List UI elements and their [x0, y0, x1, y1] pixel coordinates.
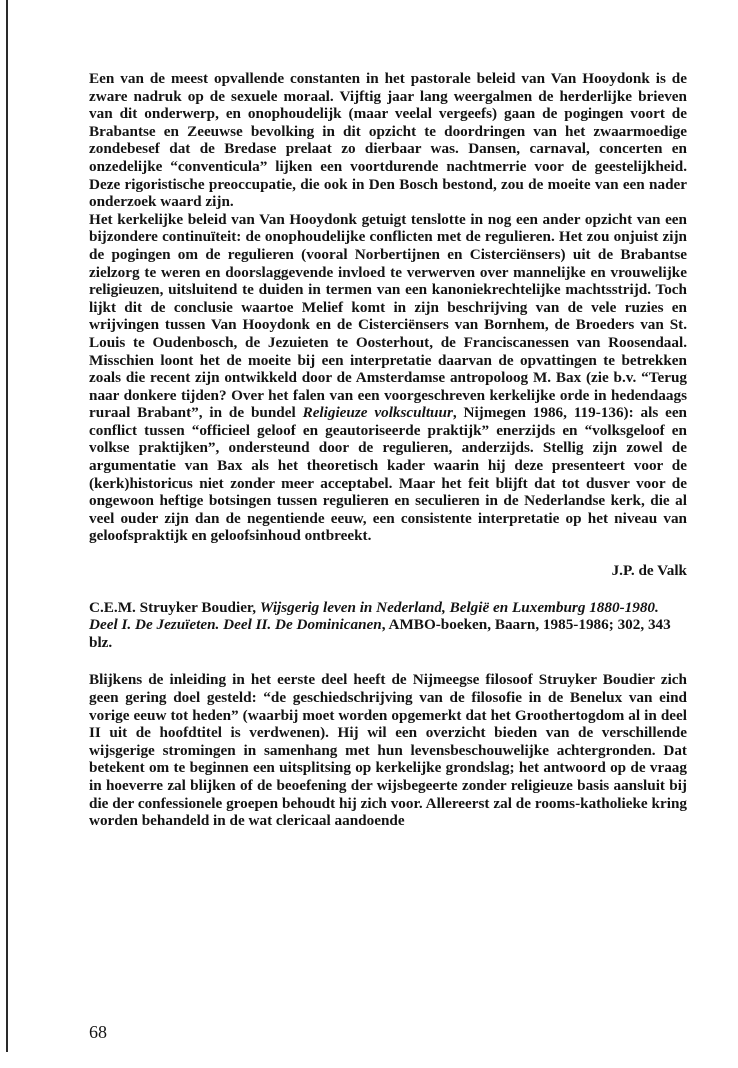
reviewer-signature: J.P. de Valk [611, 562, 687, 580]
citation-author: C.E.M. Struyker Boudier, [89, 598, 260, 616]
paragraph-sexual-morality: Een van de meest opvallende constanten in het pastorale beleid van Van Hooydonk is de zware nadruk op de sexuele moraal. Vijftig jaar lang weergalmen de herderlijke brieven van dit onderwerp, en onophoudelijk (maar veelal vergeefs) gaan de pogingen voort de Brabantse en Zeeuwse bevolking in dit opzicht te doordringen van het zwaarmoedige zondebesef dat de Bredase prelaat zo dierbaar was. Dansen, carnaval, concerten en onzedelijke “conventicula” lijken een voortdurende nachtmerrie voor de geestelijkheid. Deze rigoristische preoccupatie, die ook in Den Bosch bestond, zou de moeite van een nader onderzoek waard zijn. [89, 70, 687, 211]
citation-publisher: , AMBO-boeken, Baarn, 1985-1986; 302, 343 blz. [89, 616, 671, 651]
paragraph-regulars-conflict [89, 211, 687, 545]
book-citation [89, 599, 687, 652]
page-content [89, 70, 687, 830]
review-body: Blijkens de inleiding in het eerste deel heeft de Nijmeegse filosoof Struyker Boudier zich geen gering doel gesteld: “de geschiedschrijving van de filosofie in de Benelux van eind vorige eeuw tot heden” (waarbij moet worden opgemerkt dat het Groothertogdom al in deel II uit de hoofdtitel is verdwenen). Hij wil een overzicht bieden van de verschillende wijsgerige stromingen in samenhang met hun levensbeschouwelijke achtergronden. Dat betekent om te beginnen een uitsplitsing op kerkelijke grondslag; het antwoord op de vraag in hoeverre zal blijken of de beoefening der wijsbegeerte zonder religieuze basis aansluit bij die der confessionele groepen behoudt hij zich voor. Allereerst zal de rooms-katholieke kring worden behandeld in de wat clericaal aandoende [89, 671, 687, 830]
paragraph-regulars-lead: Het kerkelijke beleid van Van Hooydonk getuigt tenslotte in nog een ander opzicht van een bijzondere continuïteit: de onophoudelijke conflicten met de regulieren. Het zou onjuist zijn de pogingen om de regulieren (vooral Norbertijnen en Cisterciënsers) uit de Brabantse zielzorg te weren en doorslaggevende invloed te verwerven over mannelijke en vrouwelijke religieuzen, uitsluitend te duiden in termen van een kanoniekrechtelijke machtsstrijd. Toch lijkt dit de conclusie waartoe Melief komt in zijn beschrijving van de vele ruzies en wrijvingen tussen Van Hooydonk en de Cisterciënsers van Bornhem, de Broeders van St. Louis te Oudenbosch, de Jezuieten te Oosterhout, de Franciscanessen van Roosendaal. Misschien loont het de moeite bij een interpretatie daarvan de opvattingen te betrekken zoals die recent zijn ontwikkeld door de Amsterdamse antropoloog M. Bax (zie b.v. “Terug naar donkere tijden? Over het falen van een voorgeschreven kerkelijke orde in hedendaags ruraal Brabant”, in de bundel [89, 210, 687, 422]
paragraph-regulars-rest: , Nijmegen 1986, 119-136): als een conflict tussen “officieel geloof en geautoriseerde praktijk” enerzijds en “volksgeloof en volkse praktijken”, ondersteund door de regulieren, anderzijds. Stellig zijn zowel de argumentatie van Bax als het theoretisch kader waarin hij deze presenteert voor de (kerk)historicus niet zonder meer acceptabel. Maar het feit blijft dat tot dusver voor de ongewoon heftige botsingen tussen regulieren en seculieren in de Nederlandse kerk, die al veel ouder zijn dan de negentiende eeuw, een consistente interpretatie op het niveau van geloofspraktijk en geloofsinhoud ontbreekt. [89, 404, 688, 545]
book-title-religieuze-volkscultuur: Religieuze volkscultuur [302, 404, 453, 422]
margin-rule [6, 0, 8, 1052]
citation-title: Wijsgerig leven in Nederland, België en Luxemburg 1880-1980. Deel I. De Jezuïeten. Deel II. De Dominicanen [89, 598, 659, 634]
page-number: 68 [89, 1022, 107, 1042]
